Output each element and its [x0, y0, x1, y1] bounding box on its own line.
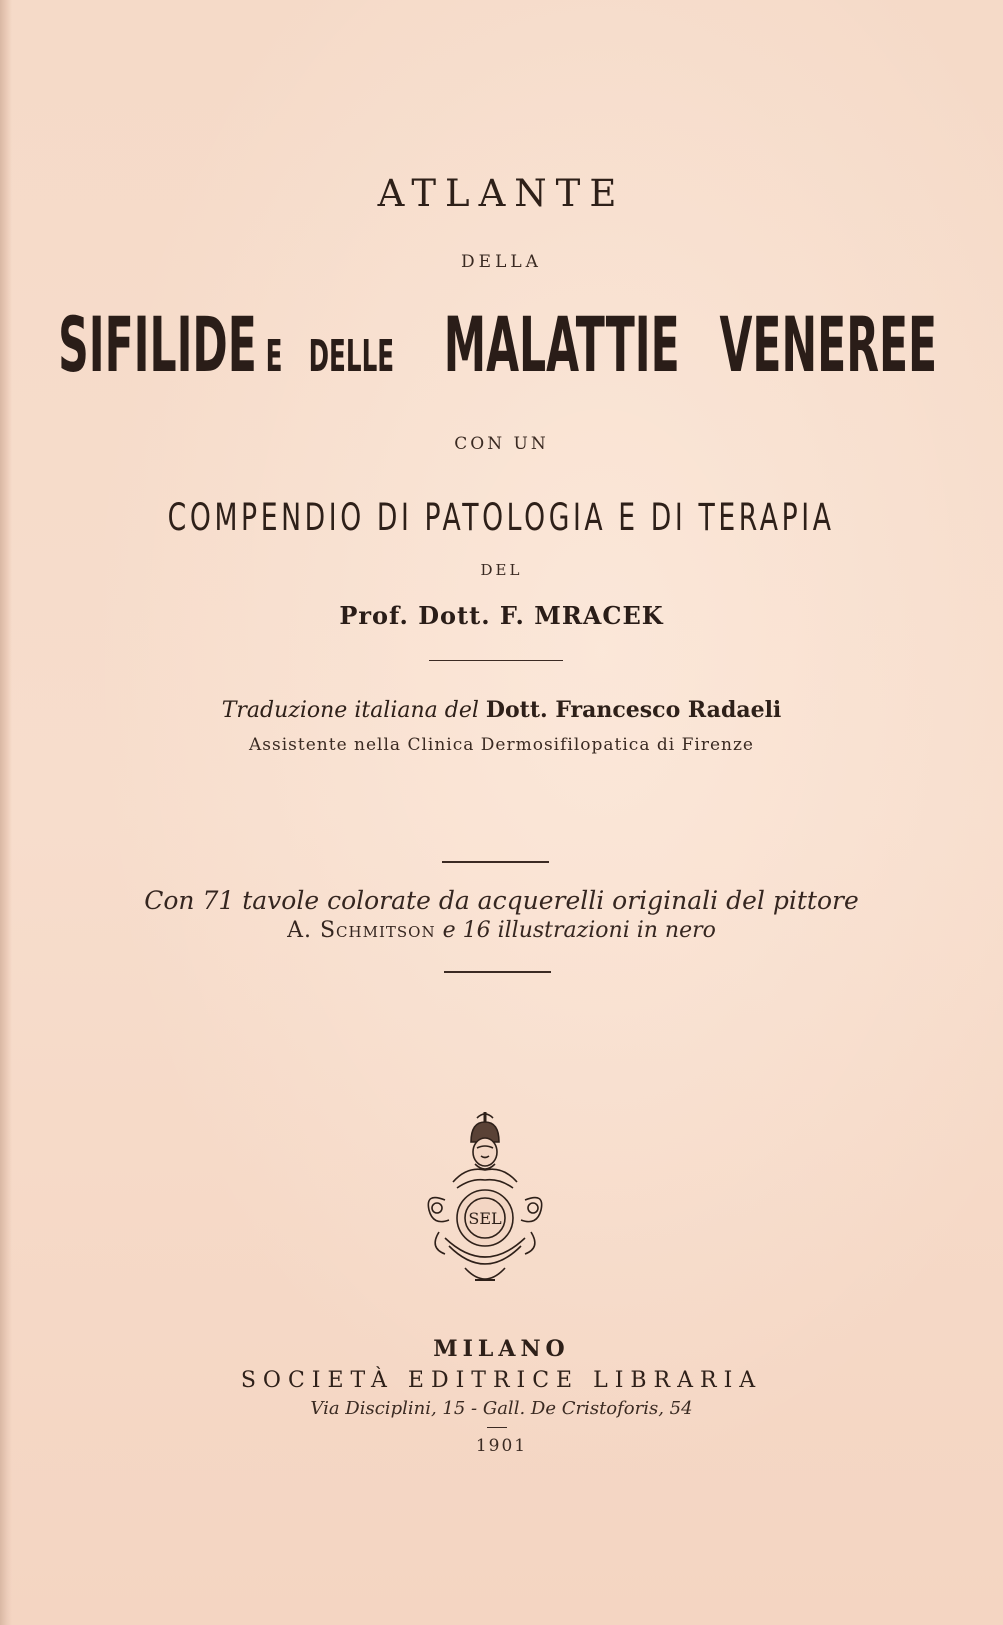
- title-atlante: ATLANTE: [377, 172, 626, 215]
- divider-rule-4: [487, 1427, 507, 1428]
- main-title-veneree: VENEREE: [719, 300, 938, 389]
- publisher-city: MILANO: [433, 1336, 570, 1362]
- main-title: [0, 300, 1003, 389]
- divider-rule-3: [444, 971, 551, 973]
- plates-line-1: Con 71 tavole colorate da acquerelli originali del pittore: [144, 886, 859, 915]
- translation-prefix: Traduzione italiana del: [221, 698, 479, 723]
- svg-text:SEL: SEL: [468, 1209, 502, 1228]
- main-title-e: E: [265, 331, 283, 382]
- author-name: Prof. Dott. F. MRACEK: [339, 601, 664, 630]
- divider-rule-2: [442, 861, 549, 863]
- plates-line-2-rest: e 16 illustrazioni in nero: [442, 918, 716, 943]
- publisher-name: SOCIETÀ EDITRICE LIBRARIA: [240, 1368, 763, 1393]
- subtitle-compendio-text: COMPENDIO DI PATOLOGIA E DI TERAPIA: [168, 496, 835, 539]
- plates-line-2: [0, 918, 1003, 943]
- publication-year: 1901: [475, 1436, 528, 1456]
- painter-name: A. Schmitson: [287, 918, 436, 943]
- author-del: DEL: [480, 561, 523, 579]
- divider-rule-1: [429, 660, 563, 661]
- publisher-address: Via Disciplini, 15 - Gall. De Cristoforis, 54: [310, 1398, 693, 1419]
- translator-role: Assistente nella Clinica Dermosifilopatica di Firenze: [249, 735, 754, 755]
- translation-line: [0, 697, 1003, 723]
- title-della: DELLA: [461, 252, 542, 272]
- publisher-emblem-icon: [415, 1108, 555, 1290]
- main-title-delle: DELLE: [308, 331, 394, 382]
- subtitle-con-un: CON UN: [454, 434, 549, 454]
- main-title-malattie: MALATTIE: [443, 300, 680, 389]
- translator-name: Dott. Francesco Radaeli: [485, 697, 782, 723]
- subtitle-compendio: [0, 496, 1003, 539]
- main-title-sifilide: SIFILIDE: [58, 300, 258, 389]
